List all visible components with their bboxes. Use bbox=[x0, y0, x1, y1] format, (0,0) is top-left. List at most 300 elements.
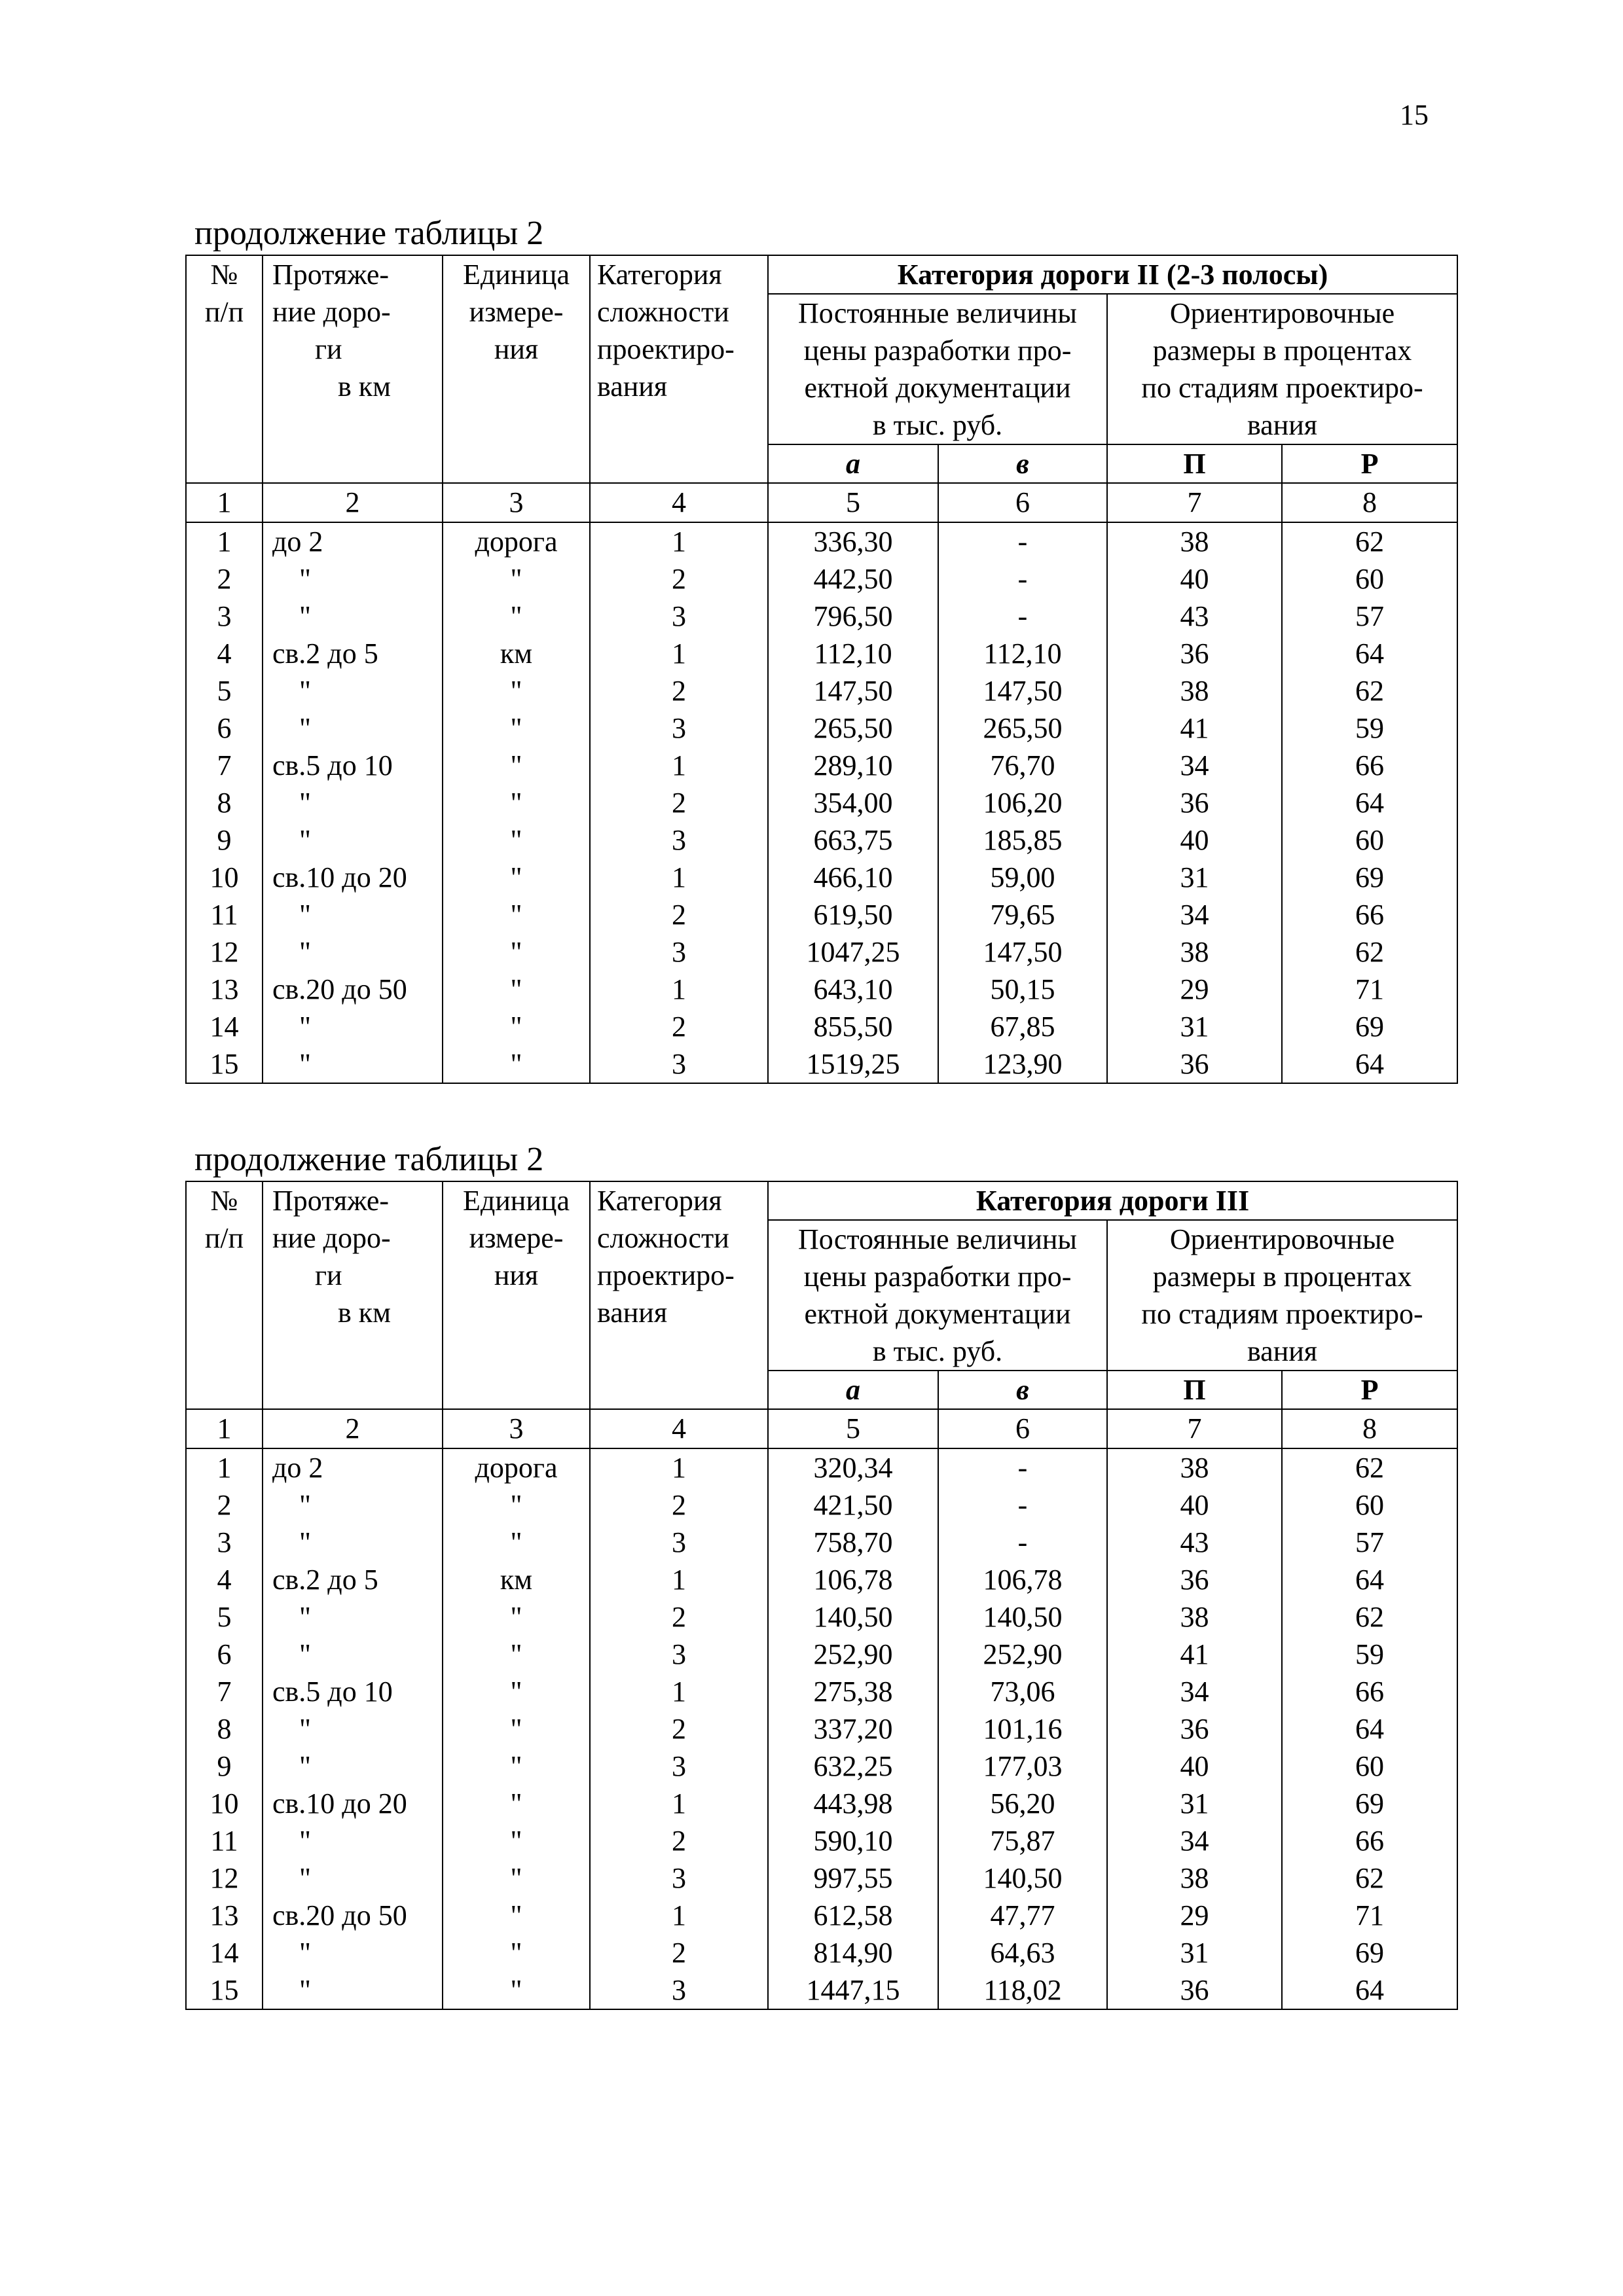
row-length: " bbox=[263, 598, 443, 635]
row-complexity: 2 bbox=[590, 1486, 768, 1524]
row-value-b: 75,87 bbox=[938, 1822, 1107, 1859]
row-complexity: 1 bbox=[590, 971, 768, 1008]
row-length: св.10 до 20 bbox=[263, 859, 443, 896]
header-percent-line: вания bbox=[1247, 1335, 1318, 1367]
row-unit: км bbox=[443, 635, 590, 672]
row-percent-r: 71 bbox=[1282, 1897, 1457, 1934]
row-length: св.5 до 10 bbox=[263, 747, 443, 784]
table-row bbox=[186, 1561, 1457, 1598]
header-unit-line: Единица bbox=[463, 1185, 570, 1217]
row-percent-p: 40 bbox=[1107, 1486, 1282, 1524]
column-number: 3 bbox=[443, 1409, 590, 1448]
header-category-line: проектиро- bbox=[597, 333, 735, 365]
header-unit bbox=[443, 255, 590, 483]
table-row bbox=[186, 1971, 1457, 2009]
row-unit: " bbox=[443, 896, 590, 933]
header-percent-line: Ориентировочные bbox=[1169, 297, 1395, 329]
row-unit: " bbox=[443, 1045, 590, 1083]
row-percent-p: 36 bbox=[1107, 1710, 1282, 1748]
row-complexity: 1 bbox=[590, 1448, 768, 1486]
row-value-b: 106,20 bbox=[938, 784, 1107, 821]
header-percent-line: по стадиям проектиро- bbox=[1141, 1298, 1423, 1330]
header-constant-values bbox=[768, 1220, 1107, 1371]
row-unit: " bbox=[443, 1524, 590, 1561]
row-complexity: 1 bbox=[590, 1561, 768, 1598]
column-number: 6 bbox=[938, 483, 1107, 522]
row-length: " bbox=[263, 1748, 443, 1785]
row-value-a: 663,75 bbox=[768, 821, 938, 859]
row-value-a: 612,58 bbox=[768, 1897, 938, 1934]
table-row bbox=[186, 1598, 1457, 1636]
row-number: 9 bbox=[186, 821, 263, 859]
row-value-a: 997,55 bbox=[768, 1859, 938, 1897]
row-complexity: 3 bbox=[590, 1859, 768, 1897]
table-caption: продолжение таблицы 2 bbox=[194, 1141, 544, 1178]
row-value-b: 56,20 bbox=[938, 1785, 1107, 1822]
row-complexity: 2 bbox=[590, 1598, 768, 1636]
row-value-a: 814,90 bbox=[768, 1934, 938, 1971]
row-value-a: 112,10 bbox=[768, 635, 938, 672]
header-road-category: Категория дороги III bbox=[768, 1181, 1457, 1220]
row-percent-r: 69 bbox=[1282, 1934, 1457, 1971]
row-percent-r: 71 bbox=[1282, 971, 1457, 1008]
row-percent-p: 38 bbox=[1107, 1598, 1282, 1636]
header-constant-line: в тыс. руб. bbox=[872, 409, 1003, 441]
header-road-category: Категория дороги II (2-3 полосы) bbox=[768, 255, 1457, 294]
row-percent-p: 40 bbox=[1107, 821, 1282, 859]
row-percent-r: 64 bbox=[1282, 1045, 1457, 1083]
row-number: 13 bbox=[186, 971, 263, 1008]
subheader-r: Р bbox=[1282, 444, 1457, 483]
row-value-a: 643,10 bbox=[768, 971, 938, 1008]
row-unit: " bbox=[443, 1859, 590, 1897]
row-unit: " bbox=[443, 709, 590, 747]
row-value-b: 177,03 bbox=[938, 1748, 1107, 1785]
row-length: св.5 до 10 bbox=[263, 1673, 443, 1710]
header-category-line: Категория bbox=[597, 1185, 722, 1217]
row-number: 8 bbox=[186, 1710, 263, 1748]
row-value-a: 354,00 bbox=[768, 784, 938, 821]
header-unit-line: Единица bbox=[463, 259, 570, 291]
header-length-line: ние доро- bbox=[272, 1222, 391, 1254]
row-unit: " bbox=[443, 1486, 590, 1524]
column-number-row bbox=[186, 1409, 1457, 1448]
row-complexity: 2 bbox=[590, 784, 768, 821]
table-row bbox=[186, 1859, 1457, 1897]
header-length bbox=[263, 255, 443, 483]
row-complexity: 2 bbox=[590, 560, 768, 598]
row-number: 10 bbox=[186, 859, 263, 896]
row-unit: " bbox=[443, 598, 590, 635]
row-number: 2 bbox=[186, 560, 263, 598]
subheader-a: а bbox=[768, 1371, 938, 1409]
row-percent-p: 38 bbox=[1107, 672, 1282, 709]
row-value-b: 73,06 bbox=[938, 1673, 1107, 1710]
row-unit: " bbox=[443, 859, 590, 896]
header-num-line: п/п bbox=[204, 296, 244, 328]
row-percent-r: 64 bbox=[1282, 784, 1457, 821]
row-value-b: 147,50 bbox=[938, 672, 1107, 709]
header-length-line: в км bbox=[338, 370, 391, 403]
row-length: " bbox=[263, 933, 443, 971]
row-percent-p: 38 bbox=[1107, 522, 1282, 560]
row-length: " bbox=[263, 1598, 443, 1636]
table-row bbox=[186, 1748, 1457, 1785]
header-constant-line: Постоянные величины bbox=[798, 297, 1077, 329]
header-unit-line: ния bbox=[494, 1259, 539, 1291]
header-constant-line: ектной документации bbox=[804, 1298, 1071, 1330]
row-value-b: 106,78 bbox=[938, 1561, 1107, 1598]
row-percent-r: 66 bbox=[1282, 1822, 1457, 1859]
table-row bbox=[186, 1710, 1457, 1748]
row-number: 15 bbox=[186, 1045, 263, 1083]
header-constant-line: ектной документации bbox=[804, 372, 1071, 404]
row-unit: км bbox=[443, 1561, 590, 1598]
row-unit: " bbox=[443, 747, 590, 784]
table-row bbox=[186, 672, 1457, 709]
row-number: 13 bbox=[186, 1897, 263, 1934]
row-unit: " bbox=[443, 821, 590, 859]
row-length: " bbox=[263, 1008, 443, 1045]
row-percent-r: 62 bbox=[1282, 1448, 1457, 1486]
row-length: " bbox=[263, 672, 443, 709]
row-number: 14 bbox=[186, 1008, 263, 1045]
row-percent-p: 34 bbox=[1107, 1673, 1282, 1710]
row-value-b: 67,85 bbox=[938, 1008, 1107, 1045]
row-percent-p: 36 bbox=[1107, 784, 1282, 821]
table-row bbox=[186, 1673, 1457, 1710]
header-unit-line: измере- bbox=[469, 296, 564, 328]
row-value-b: 59,00 bbox=[938, 859, 1107, 896]
row-value-b: 112,10 bbox=[938, 635, 1107, 672]
row-complexity: 3 bbox=[590, 1748, 768, 1785]
row-length: " bbox=[263, 896, 443, 933]
row-percent-p: 31 bbox=[1107, 1008, 1282, 1045]
row-complexity: 1 bbox=[590, 1785, 768, 1822]
row-value-a: 106,78 bbox=[768, 1561, 938, 1598]
row-value-a: 275,38 bbox=[768, 1673, 938, 1710]
row-complexity: 3 bbox=[590, 709, 768, 747]
row-number: 7 bbox=[186, 1673, 263, 1710]
row-value-a: 289,10 bbox=[768, 747, 938, 784]
row-unit: дорога bbox=[443, 522, 590, 560]
data-table bbox=[185, 255, 1458, 1084]
row-value-b: 101,16 bbox=[938, 1710, 1107, 1748]
row-number: 6 bbox=[186, 1636, 263, 1673]
row-length: " bbox=[263, 1524, 443, 1561]
row-percent-r: 59 bbox=[1282, 709, 1457, 747]
row-percent-p: 43 bbox=[1107, 598, 1282, 635]
row-value-b: 123,90 bbox=[938, 1045, 1107, 1083]
header-length-line: в км bbox=[338, 1297, 391, 1329]
row-unit: " bbox=[443, 672, 590, 709]
header-constant-line: в тыс. руб. bbox=[872, 1335, 1003, 1367]
row-number: 1 bbox=[186, 1448, 263, 1486]
row-length: " bbox=[263, 1859, 443, 1897]
row-value-b: 147,50 bbox=[938, 933, 1107, 971]
row-unit: " bbox=[443, 1636, 590, 1673]
header-percent bbox=[1107, 1220, 1457, 1371]
row-complexity: 2 bbox=[590, 672, 768, 709]
column-number: 5 bbox=[768, 1409, 938, 1448]
row-length: " bbox=[263, 1710, 443, 1748]
row-value-a: 337,20 bbox=[768, 1710, 938, 1748]
row-unit: " bbox=[443, 971, 590, 1008]
row-value-b: 50,15 bbox=[938, 971, 1107, 1008]
header-length-line: Протяже- bbox=[272, 1185, 390, 1217]
row-percent-r: 60 bbox=[1282, 560, 1457, 598]
header-length bbox=[263, 1181, 443, 1409]
row-value-b: 185,85 bbox=[938, 821, 1107, 859]
row-percent-r: 66 bbox=[1282, 747, 1457, 784]
subheader-b: в bbox=[938, 444, 1107, 483]
row-number: 7 bbox=[186, 747, 263, 784]
row-complexity: 3 bbox=[590, 1045, 768, 1083]
row-complexity: 3 bbox=[590, 1524, 768, 1561]
table-row bbox=[186, 1897, 1457, 1934]
row-percent-r: 66 bbox=[1282, 1673, 1457, 1710]
row-percent-p: 29 bbox=[1107, 1897, 1282, 1934]
row-value-b: - bbox=[938, 560, 1107, 598]
subheader-p: П bbox=[1107, 1371, 1282, 1409]
row-value-b: 47,77 bbox=[938, 1897, 1107, 1934]
row-number: 6 bbox=[186, 709, 263, 747]
header-num-line: № bbox=[210, 1185, 238, 1217]
row-complexity: 3 bbox=[590, 933, 768, 971]
row-length: " bbox=[263, 1045, 443, 1083]
column-number: 7 bbox=[1107, 1409, 1282, 1448]
row-value-a: 336,30 bbox=[768, 522, 938, 560]
header-category bbox=[590, 255, 768, 483]
table-section-1 bbox=[185, 213, 1457, 1084]
row-percent-p: 43 bbox=[1107, 1524, 1282, 1561]
row-value-b: 140,50 bbox=[938, 1598, 1107, 1636]
table-row bbox=[186, 1448, 1457, 1486]
row-percent-r: 57 bbox=[1282, 598, 1457, 635]
row-unit: дорога bbox=[443, 1448, 590, 1486]
row-percent-p: 38 bbox=[1107, 1448, 1282, 1486]
row-percent-p: 31 bbox=[1107, 1934, 1282, 1971]
table-row bbox=[186, 1045, 1457, 1083]
row-percent-p: 36 bbox=[1107, 1971, 1282, 2009]
table-row bbox=[186, 896, 1457, 933]
row-value-b: 79,65 bbox=[938, 896, 1107, 933]
row-length: св.2 до 5 bbox=[263, 635, 443, 672]
header-category-line: вания bbox=[597, 1297, 668, 1329]
table-caption: продолжение таблицы 2 bbox=[194, 215, 544, 252]
row-number: 15 bbox=[186, 1971, 263, 2009]
header-category-line: сложности bbox=[597, 296, 729, 328]
header-category-line: вания bbox=[597, 370, 668, 403]
row-value-b: - bbox=[938, 1524, 1107, 1561]
row-value-a: 1447,15 bbox=[768, 1971, 938, 2009]
column-number: 1 bbox=[186, 1409, 263, 1448]
row-percent-p: 34 bbox=[1107, 747, 1282, 784]
header-category bbox=[590, 1181, 768, 1409]
row-complexity: 3 bbox=[590, 821, 768, 859]
row-number: 3 bbox=[186, 598, 263, 635]
table-row bbox=[186, 971, 1457, 1008]
row-complexity: 2 bbox=[590, 1822, 768, 1859]
row-percent-r: 62 bbox=[1282, 1598, 1457, 1636]
table-row bbox=[186, 522, 1457, 560]
row-length: св.2 до 5 bbox=[263, 1561, 443, 1598]
row-complexity: 1 bbox=[590, 747, 768, 784]
row-complexity: 1 bbox=[590, 859, 768, 896]
column-number: 8 bbox=[1282, 1409, 1457, 1448]
column-number: 2 bbox=[263, 1409, 443, 1448]
row-complexity: 1 bbox=[590, 1897, 768, 1934]
row-unit: " bbox=[443, 784, 590, 821]
row-percent-r: 64 bbox=[1282, 1561, 1457, 1598]
column-number: 4 bbox=[590, 483, 768, 522]
table-row bbox=[186, 598, 1457, 635]
row-value-a: 1047,25 bbox=[768, 933, 938, 971]
row-value-b: 76,70 bbox=[938, 747, 1107, 784]
table-row bbox=[186, 635, 1457, 672]
row-percent-p: 41 bbox=[1107, 709, 1282, 747]
header-percent-line: вания bbox=[1247, 409, 1318, 441]
row-number: 3 bbox=[186, 1524, 263, 1561]
row-percent-r: 64 bbox=[1282, 1971, 1457, 2009]
table-row bbox=[186, 1934, 1457, 1971]
row-number: 9 bbox=[186, 1748, 263, 1785]
header-num bbox=[186, 1181, 263, 1409]
row-number: 4 bbox=[186, 1561, 263, 1598]
page-number: 15 bbox=[1400, 99, 1429, 131]
row-complexity: 1 bbox=[590, 522, 768, 560]
row-percent-r: 62 bbox=[1282, 933, 1457, 971]
row-unit: " bbox=[443, 1897, 590, 1934]
header-length-line: ги bbox=[315, 1259, 342, 1291]
row-percent-p: 31 bbox=[1107, 859, 1282, 896]
header-percent-line: Ориентировочные bbox=[1169, 1223, 1395, 1255]
data-table bbox=[185, 1181, 1458, 2010]
row-percent-r: 60 bbox=[1282, 821, 1457, 859]
row-value-b: 64,63 bbox=[938, 1934, 1107, 1971]
header-unit bbox=[443, 1181, 590, 1409]
row-unit: " bbox=[443, 933, 590, 971]
table-row bbox=[186, 1636, 1457, 1673]
row-length: св.10 до 20 bbox=[263, 1785, 443, 1822]
header-constant-values bbox=[768, 294, 1107, 444]
row-unit: " bbox=[443, 560, 590, 598]
header-row bbox=[186, 1181, 1457, 1220]
row-value-a: 443,98 bbox=[768, 1785, 938, 1822]
row-value-a: 1519,25 bbox=[768, 1045, 938, 1083]
row-percent-p: 38 bbox=[1107, 1859, 1282, 1897]
row-unit: " bbox=[443, 1971, 590, 2009]
row-value-a: 265,50 bbox=[768, 709, 938, 747]
row-value-b: - bbox=[938, 1486, 1107, 1524]
row-unit: " bbox=[443, 1822, 590, 1859]
row-complexity: 2 bbox=[590, 1934, 768, 1971]
column-number: 2 bbox=[263, 483, 443, 522]
row-percent-r: 66 bbox=[1282, 896, 1457, 933]
table-row bbox=[186, 821, 1457, 859]
header-percent-line: по стадиям проектиро- bbox=[1141, 372, 1423, 404]
row-unit: " bbox=[443, 1710, 590, 1748]
row-length: " bbox=[263, 560, 443, 598]
row-complexity: 2 bbox=[590, 1008, 768, 1045]
header-num bbox=[186, 255, 263, 483]
header-length-line: Протяже- bbox=[272, 259, 390, 291]
row-complexity: 3 bbox=[590, 598, 768, 635]
row-percent-p: 41 bbox=[1107, 1636, 1282, 1673]
row-length: до 2 bbox=[263, 522, 443, 560]
row-complexity: 3 bbox=[590, 1636, 768, 1673]
row-number: 5 bbox=[186, 1598, 263, 1636]
row-length: " bbox=[263, 784, 443, 821]
header-percent-line: размеры в процентах bbox=[1152, 1261, 1412, 1293]
row-length: св.20 до 50 bbox=[263, 971, 443, 1008]
header-category-line: Категория bbox=[597, 259, 722, 291]
row-complexity: 3 bbox=[590, 1971, 768, 2009]
column-number: 3 bbox=[443, 483, 590, 522]
table-row bbox=[186, 933, 1457, 971]
column-number: 4 bbox=[590, 1409, 768, 1448]
row-percent-p: 40 bbox=[1107, 560, 1282, 598]
row-percent-r: 62 bbox=[1282, 1859, 1457, 1897]
row-percent-p: 38 bbox=[1107, 933, 1282, 971]
table-row bbox=[186, 1524, 1457, 1561]
row-unit: " bbox=[443, 1785, 590, 1822]
row-value-b: 252,90 bbox=[938, 1636, 1107, 1673]
header-row bbox=[186, 255, 1457, 294]
row-percent-r: 60 bbox=[1282, 1486, 1457, 1524]
header-length-line: ние доро- bbox=[272, 296, 391, 328]
row-value-b: 118,02 bbox=[938, 1971, 1107, 2009]
row-number: 10 bbox=[186, 1785, 263, 1822]
row-percent-p: 36 bbox=[1107, 1561, 1282, 1598]
header-constant-line: цены разработки про- bbox=[803, 334, 1072, 367]
row-percent-r: 59 bbox=[1282, 1636, 1457, 1673]
table-row bbox=[186, 1785, 1457, 1822]
row-complexity: 1 bbox=[590, 1673, 768, 1710]
column-number: 5 bbox=[768, 483, 938, 522]
header-num-line: № bbox=[210, 259, 238, 291]
row-number: 5 bbox=[186, 672, 263, 709]
row-percent-r: 57 bbox=[1282, 1524, 1457, 1561]
row-number: 4 bbox=[186, 635, 263, 672]
header-category-line: проектиро- bbox=[597, 1259, 735, 1291]
row-length: " bbox=[263, 1486, 443, 1524]
row-number: 14 bbox=[186, 1934, 263, 1971]
row-length: " bbox=[263, 1934, 443, 1971]
row-percent-r: 69 bbox=[1282, 859, 1457, 896]
row-percent-p: 36 bbox=[1107, 635, 1282, 672]
table-row bbox=[186, 784, 1457, 821]
row-percent-p: 34 bbox=[1107, 1822, 1282, 1859]
row-value-a: 320,34 bbox=[768, 1448, 938, 1486]
row-value-a: 147,50 bbox=[768, 672, 938, 709]
row-value-a: 442,50 bbox=[768, 560, 938, 598]
table-section-2 bbox=[185, 1139, 1457, 2010]
row-length: " bbox=[263, 1636, 443, 1673]
row-percent-r: 64 bbox=[1282, 635, 1457, 672]
row-number: 12 bbox=[186, 933, 263, 971]
header-constant-line: Постоянные величины bbox=[798, 1223, 1077, 1255]
row-unit: " bbox=[443, 1008, 590, 1045]
header-unit-line: измере- bbox=[469, 1222, 564, 1254]
table-row bbox=[186, 859, 1457, 896]
header-length-line: ги bbox=[315, 333, 342, 365]
row-value-b: - bbox=[938, 522, 1107, 560]
row-value-b: 265,50 bbox=[938, 709, 1107, 747]
row-value-a: 632,25 bbox=[768, 1748, 938, 1785]
column-number: 1 bbox=[186, 483, 263, 522]
row-value-b: 140,50 bbox=[938, 1859, 1107, 1897]
